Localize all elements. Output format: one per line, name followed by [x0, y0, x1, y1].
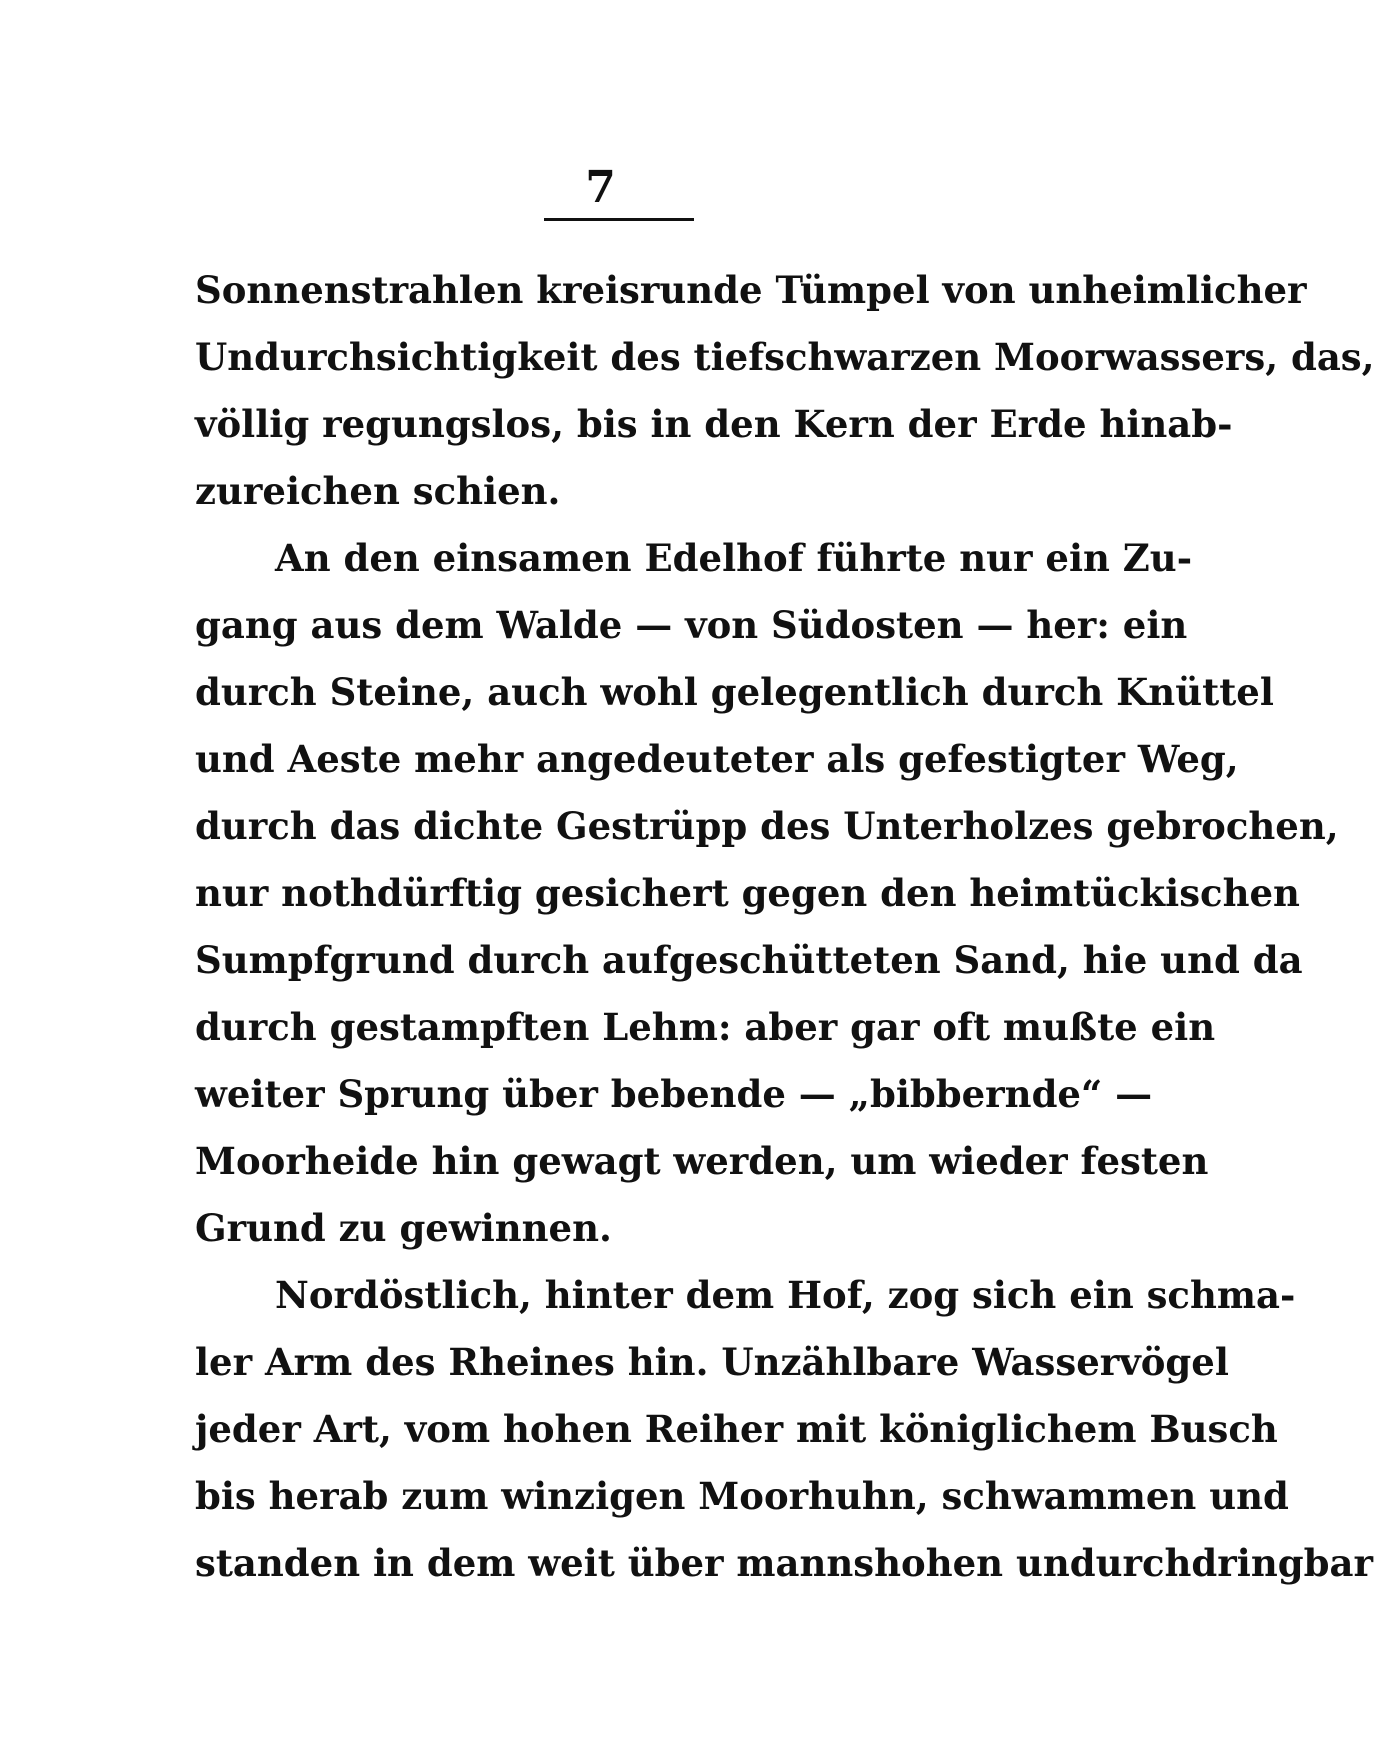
text-line: Undurchsichtigkeit des tiefschwarzen Moorwassers, das, — [195, 335, 1375, 379]
page-number: 7 — [585, 162, 616, 213]
text-line: Sonnenstrahlen kreisrunde Tümpel von unheimlicher — [195, 268, 1307, 312]
paragraph-start-line: An den einsamen Edelhof führte nur ein Zu- — [275, 536, 1193, 580]
body-text — [195, 257, 1375, 1597]
text-line: und Aeste mehr angedeuteter als gefestigter Weg, — [195, 737, 1239, 781]
text-line: jeder Art, vom hohen Reiher mit königlichem Busch — [195, 1407, 1278, 1451]
text-line: ler Arm des Rheines hin. Unzählbare Wasservögel — [195, 1340, 1229, 1384]
text-line: Sumpfgrund durch aufgeschütteten Sand, hie und da — [195, 938, 1303, 982]
text-line: Moorheide hin gewagt werden, um wieder festen — [195, 1139, 1209, 1183]
text-line: standen in dem weit über mannshohen undurchdringbar — [195, 1541, 1373, 1585]
text-line: bis herab zum winzigen Moorhuhn, schwammen und — [195, 1474, 1289, 1518]
text-line: durch gestampften Lehm: aber gar oft mußte ein — [195, 1005, 1216, 1049]
page-number-rule — [544, 218, 694, 221]
text-line: gang aus dem Walde — von Südosten — her: ein — [195, 603, 1188, 647]
text-line: zureichen schien. — [195, 469, 561, 513]
paragraph-start-line: Nordöstlich, hinter dem Hof, zog sich ein schma- — [275, 1273, 1296, 1317]
text-line: durch das dichte Gestrüpp des Unterholzes gebrochen, — [195, 804, 1339, 848]
text-line: völlig regungslos, bis in den Kern der Erde hinab- — [195, 402, 1233, 446]
text-line: nur nothdürftig gesichert gegen den heimtückischen — [195, 871, 1300, 915]
text-line: weiter Sprung über bebende — „bibbernde“ — — [195, 1072, 1153, 1116]
text-line: Grund zu gewinnen. — [195, 1206, 612, 1250]
text-line: durch Steine, auch wohl gelegentlich durch Knüttel — [195, 670, 1274, 714]
